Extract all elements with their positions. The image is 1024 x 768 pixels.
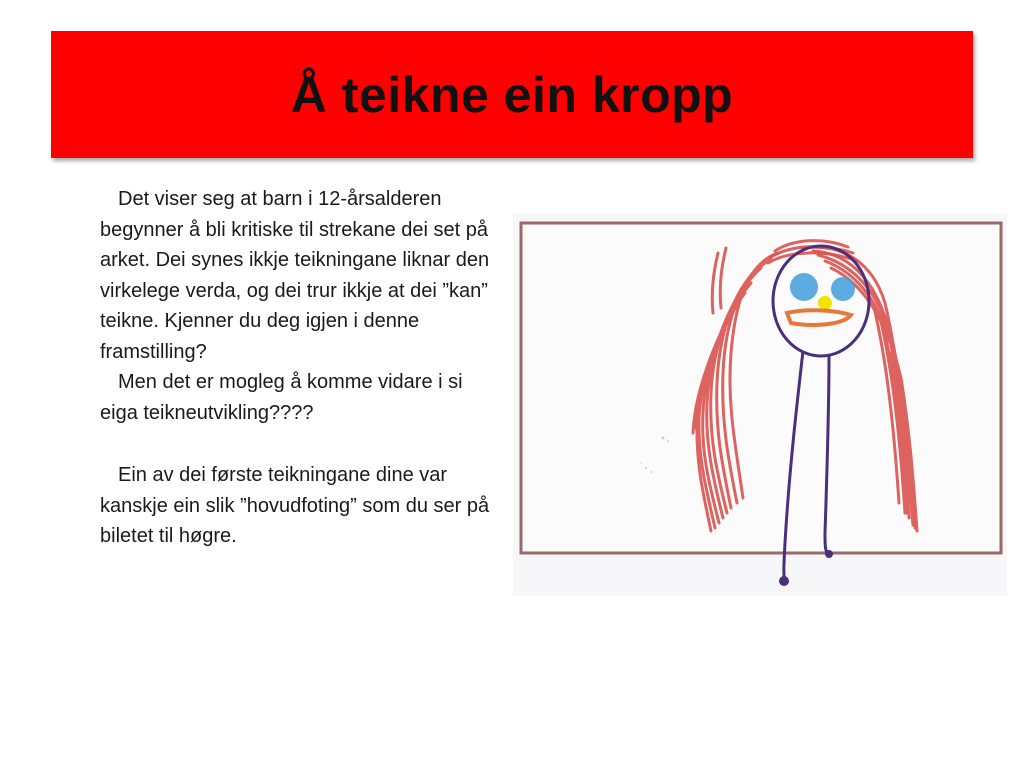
body-text xyxy=(100,184,500,552)
paragraph-1: Det viser seg at barn i 12-årsalderen begynner å bli kritiske til strekane dei set på arket. Dei synes ikkje teikningane liknar den virkelege verda, og dei trur ikkje at dei ”kan” teikne. Kjenner du deg igjen i denne framstilling? xyxy=(100,188,490,363)
slide-title: Å teikne ein kropp xyxy=(290,66,734,123)
paragraph-3: Ein av dei første teikningane dine var kanskje ein slik ”hovudfoting” som du ser på biletet til høgre. xyxy=(100,464,490,547)
right-eye xyxy=(831,277,855,301)
nose xyxy=(818,296,832,310)
right-foot xyxy=(825,550,833,558)
child-drawing-icon xyxy=(513,213,1007,596)
drawing-frame xyxy=(521,223,1001,553)
paragraph-2: Men det er mogleg å komme vidare i si eiga teikneutvikling???? xyxy=(100,371,463,424)
child-drawing-image xyxy=(513,213,1007,596)
title-banner xyxy=(51,31,973,158)
left-foot xyxy=(779,576,789,586)
left-eye xyxy=(790,273,818,301)
